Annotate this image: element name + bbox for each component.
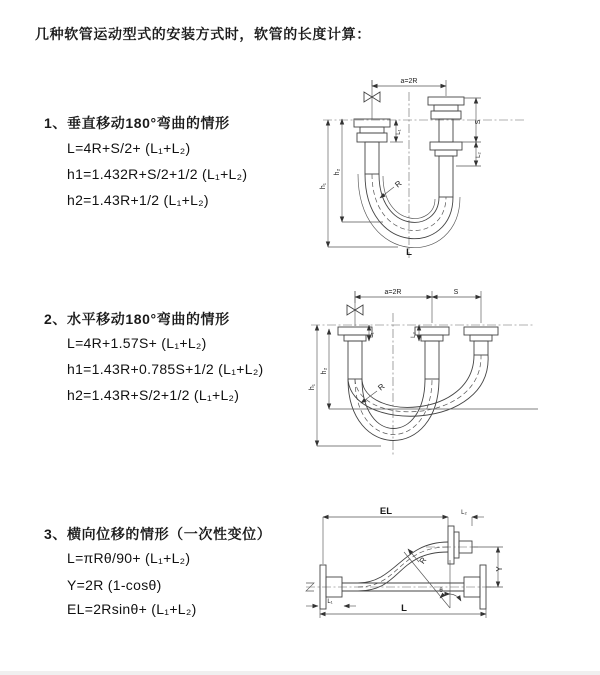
dim-label-r: R (376, 381, 387, 393)
dim-label-span: a=2R (400, 78, 418, 85)
page-bottom-edge (0, 671, 600, 675)
centerlines (323, 92, 526, 258)
dim-label-l1: L₁ (396, 129, 402, 135)
dim-label-h2: h₂ (334, 168, 341, 176)
hose-assembly (338, 327, 498, 441)
dim-label-l1: L₁ (327, 599, 333, 605)
dim-label-l2: L₂ (476, 152, 482, 158)
dim-label-h2: h₂ (321, 367, 328, 375)
dimension-lines (317, 291, 538, 446)
section-2-heading: 2、水平移动180°弯曲的情形 (44, 311, 230, 327)
section-2-formula-h2: h2=1.43R+S/2+1/2 (L₁+L₂) (67, 387, 240, 403)
diagram-vertical-180-bend (308, 70, 593, 265)
section-3-formula-EL: EL=2Rsinθ+ (L₁+L₂) (67, 601, 197, 617)
dim-label-s: S (475, 119, 482, 125)
dim-label-s: S (453, 289, 459, 296)
section-1-formula-L: L=4R+S/2+ (L₁+L₂) (67, 140, 191, 156)
section-3-heading: 3、横向位移的情形（一次性变位） (44, 526, 272, 542)
dim-label-el: EL (379, 506, 393, 517)
section-1-formula-h2: h2=1.43R+1/2 (L₁+L₂) (67, 192, 209, 208)
dim-label-h1: h₁ (309, 383, 316, 391)
section-1-heading: 1、垂直移动180°弯曲的情形 (44, 115, 230, 131)
dim-label-l: L (401, 603, 407, 614)
section-1-formula-h1: h1=1.432R+S/2+1/2 (L₁+L₂) (67, 166, 248, 182)
diagram-lateral-displacement (298, 502, 598, 647)
dim-label-r: R (393, 178, 404, 190)
centerlines (311, 313, 535, 455)
dim-label-span: a=2R (384, 289, 402, 296)
centerlines (306, 547, 494, 591)
dim-label-l2: L₂ (461, 510, 467, 516)
dim-label-theta: θ (439, 588, 443, 594)
dimension-labels (327, 506, 504, 614)
dim-label-l: L (406, 247, 412, 258)
dim-label-y: Y (495, 566, 504, 572)
diagram-horizontal-180-bend (303, 283, 593, 463)
section-3-formula-Y: Y=2R (1-cosθ) (67, 577, 162, 593)
dim-label-r: R (417, 555, 429, 566)
hose-assembly (320, 526, 486, 609)
dim-label-h1: h₁ (320, 182, 327, 190)
section-2-formula-L: L=4R+1.57S+ (L₁+L₂) (67, 335, 207, 351)
dim-label-l1: L₁ (369, 332, 375, 338)
page-title: 几种软管运动型式的安装方式时，软管的长度计算： (35, 26, 371, 42)
section-3-formula-L: L=πRθ/90+ (L₁+L₂) (67, 550, 191, 566)
section-2-formula-h1: h1=1.43R+0.785S+1/2 (L₁+L₂) (67, 361, 264, 377)
dim-label-l2: L₂ (411, 332, 417, 338)
